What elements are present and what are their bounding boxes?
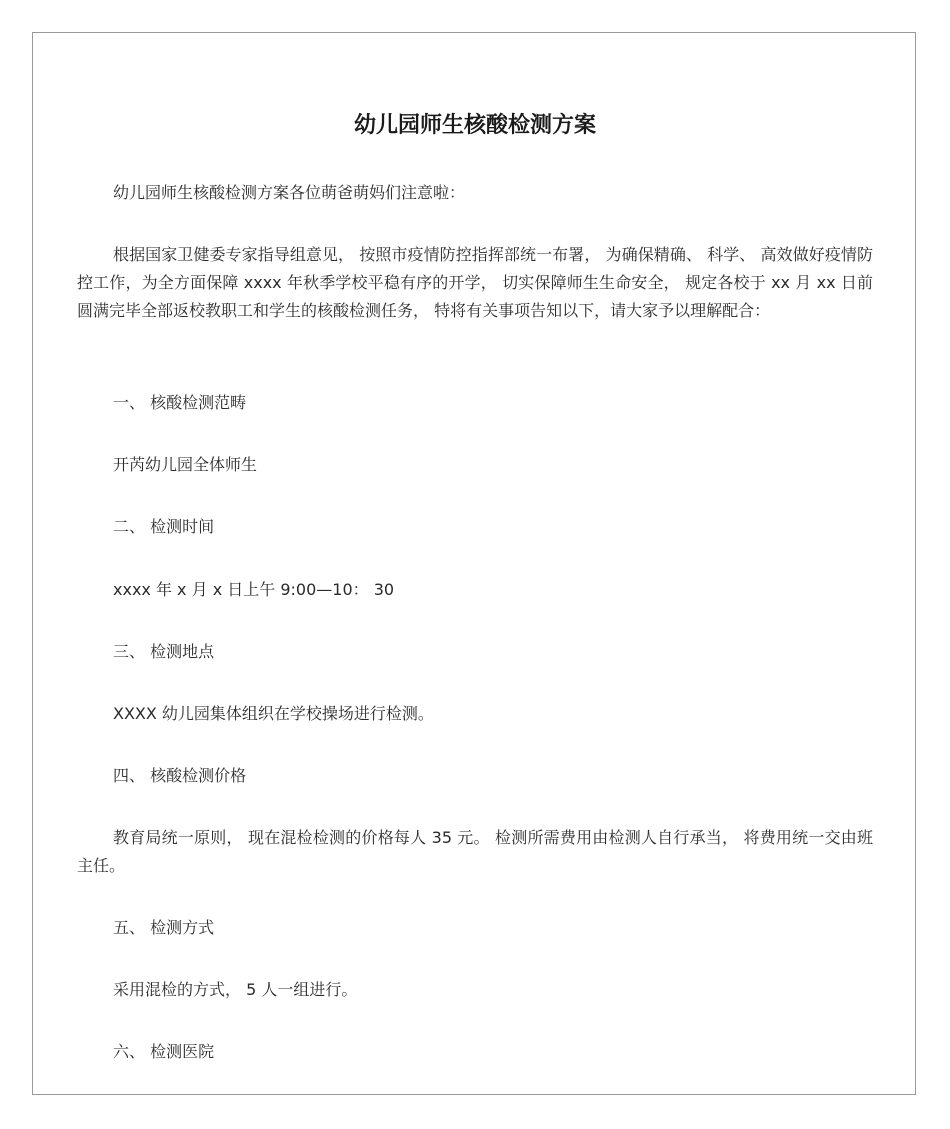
section-content-price: 教育局统一原则， 现在混检检测的价格每人 35 元。 检测所需费用由检测人自行承当， 将费用统一交由班主任。 [77, 828, 873, 875]
section-content-location: XXXX 幼儿园集体组织在学校操场进行检测。 [113, 704, 434, 723]
document-page [32, 32, 916, 1095]
section-heading-time: 二、 检测时间 [113, 517, 215, 536]
section-heading-location: 三、 检测地点 [113, 642, 215, 661]
section-heading-hospital: 六、 检测医院 [113, 1042, 215, 1061]
section-heading-scope: 一、 核酸检测范畴 [113, 393, 247, 412]
section-content-scope: 开芮幼儿园全体师生 [113, 455, 258, 474]
body-paragraph: 根据国家卫健委专家指导组意见， 按照市疫情防控指挥部统一布署， 为确保精确、 科学、 高效做好疫情防控工作，为全方面保障 xxxx 年秋季学校平稳有序的开学， 切实保障师生生命安全， 规定各校于 xx 月 xx 日前圆满完毕全部返校教职工和学生的核酸检测任务， 特将有关事项告知以下，请大家予以理解配合： [77, 245, 873, 320]
document-title: 幼儿园师生核酸检测方案 [353, 113, 596, 138]
section-heading-method: 五、 检测方式 [113, 918, 215, 937]
section-heading-price: 四、 核酸检测价格 [113, 766, 247, 785]
section-content-method: 采用混检的方式， 5 人一组进行。 [113, 980, 358, 999]
section-content-time: xxxx 年 x 月 x 日上午 9:00—10： 30 [113, 580, 395, 599]
intro-paragraph: 幼儿园师生核酸检测方案各位萌爸萌妈们注意啦： [113, 183, 466, 202]
